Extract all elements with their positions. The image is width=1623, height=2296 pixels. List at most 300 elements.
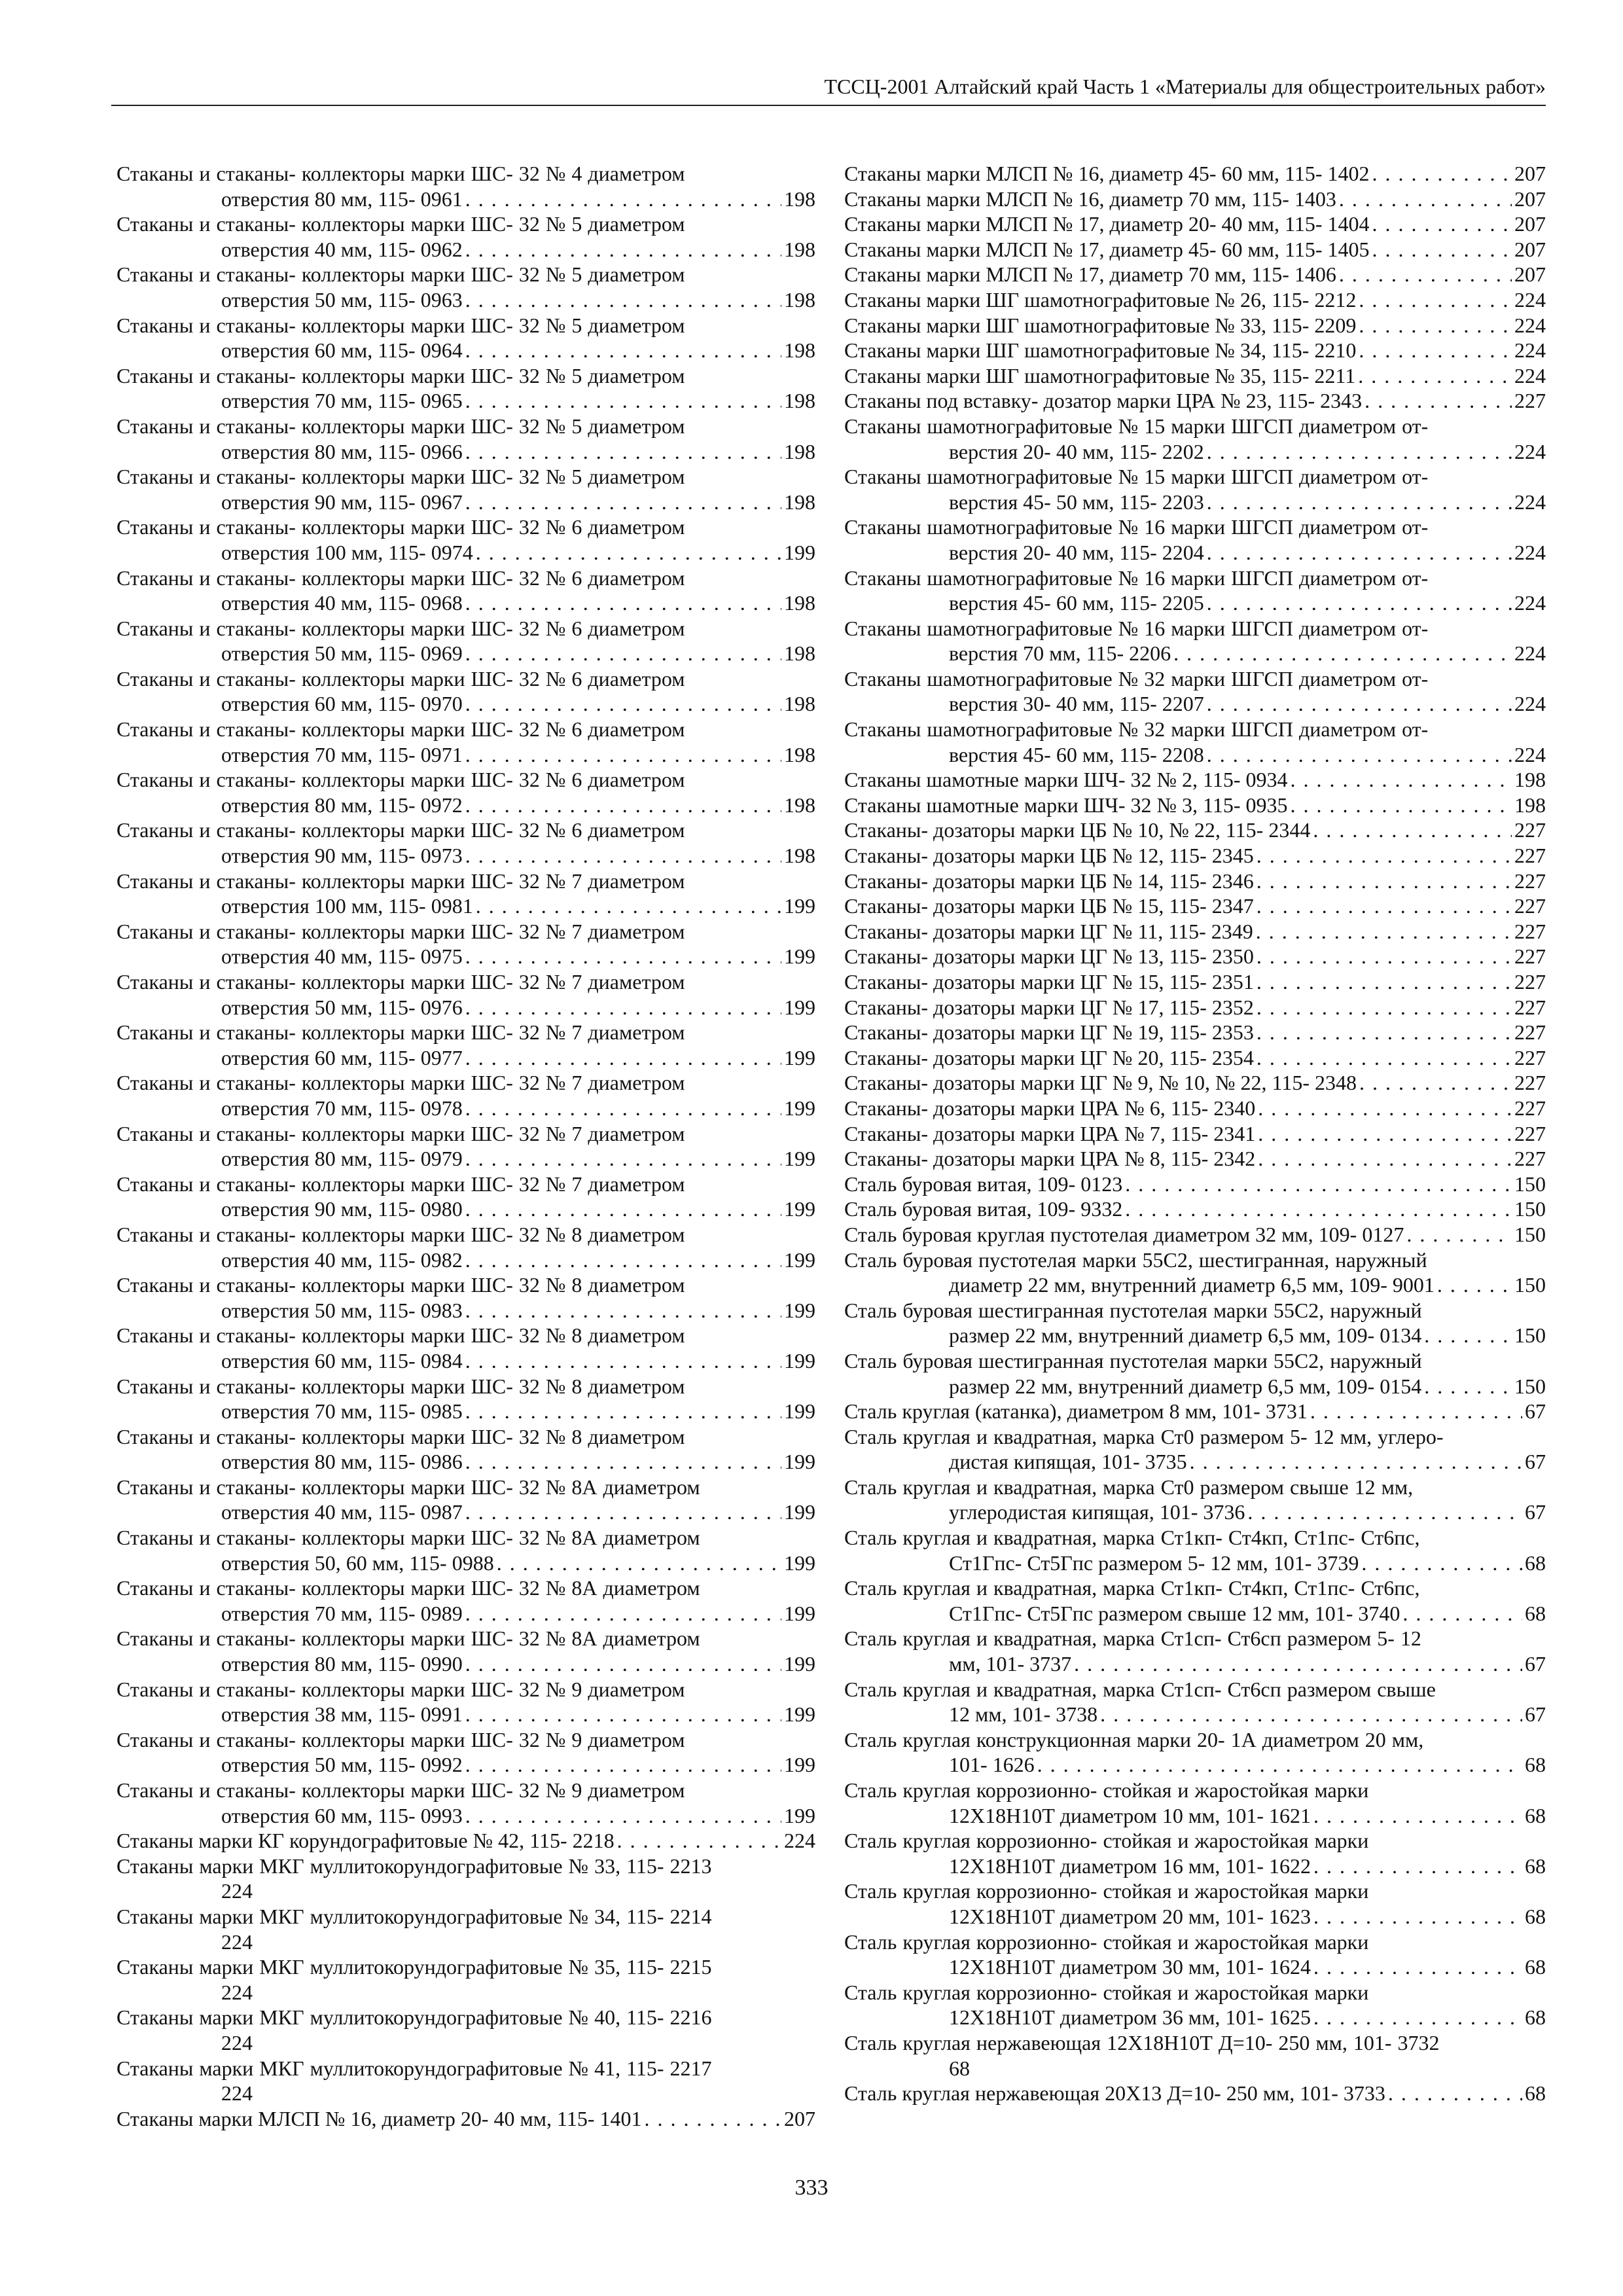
index-entry-page: 68 bbox=[1525, 1904, 1546, 1928]
index-entry-page: 68 bbox=[1525, 2081, 1546, 2106]
index-entry-text: Стаканы- дозаторы марки ЦБ № 10, № 22, 115- 2344 bbox=[844, 818, 1311, 842]
index-entry bbox=[116, 843, 815, 869]
index-entry-page: 224 bbox=[1514, 692, 1546, 716]
index-entry bbox=[844, 2005, 1546, 2030]
dot-leader bbox=[465, 944, 781, 969]
index-entry-text: Стаканы марки МЛСП № 17, диаметр 70 мм, 115- 1406 bbox=[844, 262, 1336, 287]
index-entry-page: 224 bbox=[1514, 287, 1546, 312]
index-entry-text: Стаканы и стаканы- коллекторы марки ШС- 32 № 8 диаметром bbox=[116, 1273, 685, 1297]
index-entry-page: 198 bbox=[784, 389, 815, 413]
dot-leader bbox=[1291, 793, 1512, 818]
dot-leader bbox=[465, 1803, 781, 1829]
index-entry-page: 68 bbox=[1525, 1753, 1546, 1777]
index-entry-page: 199 bbox=[784, 1045, 815, 1069]
index-entry-page: 224 bbox=[1514, 313, 1546, 337]
dot-leader bbox=[1207, 742, 1512, 768]
dot-leader bbox=[465, 490, 781, 515]
index-entry-page: 227 bbox=[1514, 844, 1546, 868]
index-entry-page: 198 bbox=[784, 742, 815, 766]
index-entry bbox=[844, 1070, 1546, 1096]
index-entry-text: Сталь буровая шестигранная пустотелая марки 55С2, наружный bbox=[844, 1348, 1422, 1372]
index-entry-text: верстия 70 мм, 115- 2206 bbox=[949, 641, 1171, 666]
index-entry bbox=[844, 1196, 1546, 1222]
index-entry-text: Стаканы марки МКГ муллитокорундографитовые № 33, 115- 2213 bbox=[116, 1854, 712, 1878]
dot-leader bbox=[1207, 490, 1512, 515]
index-entry-page: 199 bbox=[784, 1298, 815, 1322]
index-column-left bbox=[116, 161, 815, 2131]
index-entry-text: Стаканы шамотнографитовые № 15 марки ШГСП диаметром от- bbox=[844, 414, 1429, 438]
index-entry-text: Сталь круглая нержавеющая 20Х13 Д=10- 250 мм, 101- 3733 bbox=[844, 2081, 1385, 2106]
index-entry-page: 207 bbox=[1514, 262, 1546, 287]
index-entry-text: Стаканы и стаканы- коллекторы марки ШС- 32 № 8А диаметром bbox=[116, 1475, 700, 1499]
dot-leader bbox=[1207, 540, 1512, 565]
index-entry-text: Стаканы марки ШГ шамотнографитовые № 35, 115- 2211 bbox=[844, 363, 1356, 387]
dot-leader bbox=[1207, 439, 1512, 465]
index-entry-text: верстия 45- 60 мм, 115- 2208 bbox=[949, 742, 1204, 766]
dot-leader bbox=[1207, 590, 1512, 616]
dot-leader bbox=[465, 1045, 781, 1071]
index-entry-text: Стаканы и стаканы- коллекторы марки ШС- 32 № 8А диаметром bbox=[116, 1576, 700, 1600]
dot-leader bbox=[1258, 1121, 1512, 1147]
index-entry bbox=[116, 1499, 815, 1525]
index-entry-page: 67 bbox=[1525, 1702, 1546, 1727]
index-entry-page: 224 bbox=[221, 1929, 253, 1954]
index-entry-page: 199 bbox=[784, 540, 815, 564]
index-entry-page: 227 bbox=[1514, 1045, 1546, 1069]
index-entry-page: 150 bbox=[1514, 1273, 1546, 1297]
index-entry-text: Стаканы и стаканы- коллекторы марки ШС- 32 № 7 диаметром bbox=[116, 869, 685, 893]
dot-leader bbox=[1372, 237, 1512, 262]
index-entry-text: отверстия 90 мм, 115- 0973 bbox=[221, 844, 463, 868]
index-entry-text: Сталь круглая нержавеющая 12Х18Н10Т Д=10- 250 мм, 101- 3732 bbox=[844, 2030, 1440, 2054]
index-entry-text: Стаканы и стаканы- коллекторы марки ШС- 32 № 9 диаметром bbox=[116, 1677, 685, 1701]
index-entry bbox=[844, 1323, 1546, 1348]
index-entry-page: 68 bbox=[949, 2056, 970, 2080]
index-entry-text: Сталь буровая пустотелая марки 55С2, шестигранная, наружный bbox=[844, 1247, 1427, 1272]
index-entry-page: 199 bbox=[784, 1753, 815, 1777]
index-entry-page: 67 bbox=[1525, 1450, 1546, 1474]
index-entry-text: Стаканы марки МКГ муллитокорундографитовые № 41, 115- 2217 bbox=[116, 2056, 712, 2080]
index-entry bbox=[116, 793, 815, 818]
index-entry bbox=[844, 161, 1546, 187]
index-entry-text: Стаканы и стаканы- коллекторы марки ШС- 32 № 6 диаметром bbox=[116, 768, 685, 792]
dot-leader bbox=[465, 995, 781, 1020]
dot-leader bbox=[465, 1449, 781, 1475]
index-entry-text: Стаканы и стаканы- коллекторы марки ШС- 32 № 6 диаметром bbox=[116, 666, 685, 691]
dot-leader bbox=[1037, 1752, 1522, 1778]
dot-leader bbox=[1358, 363, 1512, 389]
index-entry bbox=[844, 1222, 1546, 1247]
index-entry-text: отверстия 80 мм, 115- 0961 bbox=[221, 187, 463, 211]
index-entry bbox=[116, 439, 815, 465]
index-entry-text: отверстия 50 мм, 115- 0969 bbox=[221, 641, 463, 666]
index-entry bbox=[116, 1449, 815, 1475]
index-entry-text: 101- 1626 bbox=[949, 1753, 1035, 1777]
dot-leader bbox=[1190, 1449, 1522, 1475]
index-entry bbox=[116, 287, 815, 313]
index-entry-text: верстия 20- 40 мм, 115- 2202 bbox=[949, 439, 1204, 463]
index-entry-page: 224 bbox=[1514, 338, 1546, 363]
dot-leader bbox=[1257, 995, 1512, 1020]
index-column-right bbox=[844, 161, 1546, 2106]
dot-leader bbox=[1313, 1954, 1522, 1980]
dot-leader bbox=[465, 1298, 781, 1323]
index-entry bbox=[844, 641, 1546, 666]
index-entry-page: 199 bbox=[784, 894, 815, 918]
index-entry bbox=[116, 1803, 815, 1829]
dot-leader bbox=[465, 1096, 781, 1121]
index-entry-text: Сталь буровая круглая пустотелая диаметром 32 мм, 109- 0127 bbox=[844, 1222, 1404, 1246]
index-entry bbox=[844, 590, 1546, 616]
dot-leader bbox=[465, 338, 781, 363]
index-entry-text: мм, 101- 3737 bbox=[949, 1652, 1072, 1676]
index-entry-text: Стаканы шамотнографитовые № 32 марки ШГСП диаметром от- bbox=[844, 666, 1429, 691]
index-entry-text: Сталь буровая витая, 109- 0123 bbox=[844, 1172, 1123, 1196]
dot-leader bbox=[465, 439, 781, 465]
index-entry bbox=[844, 767, 1546, 793]
index-entry-page: 224 bbox=[1514, 363, 1546, 387]
index-entry-text: Стаканы шамотнографитовые № 15 марки ШГСП диаметром от- bbox=[844, 465, 1429, 489]
index-entry-text: Стаканы и стаканы- коллекторы марки ШС- 32 № 6 диаметром bbox=[116, 717, 685, 742]
index-entry bbox=[116, 187, 815, 212]
index-entry-text: Стаканы- дозаторы марки ЦГ № 17, 115- 2352 bbox=[844, 995, 1254, 1019]
dot-leader bbox=[1388, 2081, 1522, 2106]
dot-leader bbox=[1313, 1904, 1522, 1929]
index-entry bbox=[116, 1399, 815, 1424]
index-entry-text: отверстия 40 мм, 115- 0968 bbox=[221, 591, 463, 615]
dot-leader bbox=[1074, 1651, 1522, 1677]
index-entry-text: 12Х18Н10Т диаметром 10 мм, 101- 1621 bbox=[949, 1803, 1311, 1827]
index-entry-text: Стаканы- дозаторы марки ЦБ № 14, 115- 2346 bbox=[844, 869, 1254, 893]
index-entry-page: 67 bbox=[1525, 1500, 1546, 1524]
dot-leader bbox=[465, 1196, 781, 1222]
dot-leader bbox=[465, 1348, 781, 1374]
dot-leader bbox=[1100, 1702, 1522, 1727]
index-entry-page: 67 bbox=[1525, 1399, 1546, 1424]
index-entry-page: 227 bbox=[1514, 1121, 1546, 1145]
index-entry-page: 224 bbox=[221, 1879, 253, 1903]
dot-leader bbox=[1257, 843, 1512, 869]
index-entry bbox=[844, 1374, 1546, 1399]
index-entry bbox=[844, 1020, 1546, 1045]
index-entry-page: 227 bbox=[1514, 389, 1546, 413]
index-entry bbox=[844, 843, 1546, 869]
index-entry bbox=[844, 1651, 1546, 1677]
index-entry-text: Стаканы и стаканы- коллекторы марки ШС- 32 № 5 диаметром bbox=[116, 262, 685, 287]
index-entry bbox=[116, 490, 815, 515]
index-entry-text: Стаканы- дозаторы марки ЦРА № 8, 115- 2342 bbox=[844, 1147, 1256, 1171]
dot-leader bbox=[465, 691, 781, 717]
index-entry-text: Стаканы марки МЛСП № 16, диаметр 20- 40 мм, 115- 1401 bbox=[116, 2106, 642, 2130]
index-entry-text: отверстия 80 мм, 115- 0966 bbox=[221, 439, 463, 463]
index-entry-page: 224 bbox=[221, 2030, 253, 2054]
index-entry-text: Стаканы марки ШГ шамотнографитовые № 26, 115- 2212 bbox=[844, 287, 1357, 312]
index-entry-page: 199 bbox=[784, 1096, 815, 1120]
index-entry-text: Стаканы и стаканы- коллекторы марки ШС- 32 № 9 диаметром bbox=[116, 1727, 685, 1751]
index-entry-text: Стаканы- дозаторы марки ЦРА № 6, 115- 2340 bbox=[844, 1096, 1256, 1120]
index-entry-text: Стаканы марки МКГ муллитокорундографитовые № 34, 115- 2214 bbox=[116, 1904, 712, 1928]
index-entry-page: 199 bbox=[784, 1348, 815, 1372]
index-entry-page: 150 bbox=[1514, 1172, 1546, 1196]
index-entry-text: отверстия 38 мм, 115- 0991 bbox=[221, 1702, 463, 1727]
index-entry-page: 199 bbox=[784, 1500, 815, 1524]
index-entry bbox=[116, 893, 815, 919]
index-entry-text: Стаканы шамотнографитовые № 16 марки ШГСП диаметром от- bbox=[844, 616, 1429, 640]
index-entry-text: отверстия 70 мм, 115- 0971 bbox=[221, 742, 463, 766]
index-entry-page: 227 bbox=[1514, 1147, 1546, 1171]
index-entry bbox=[844, 995, 1546, 1020]
index-entry bbox=[116, 1551, 815, 1576]
index-entry bbox=[844, 893, 1546, 919]
index-entry-text: Сталь круглая и квадратная, марка Ст1кп- Ст4кп, Ст1пс- Ст6пс, bbox=[844, 1526, 1420, 1550]
index-entry-text: отверстия 60 мм, 115- 0977 bbox=[221, 1045, 463, 1069]
index-entry-text: Стаканы и стаканы- коллекторы марки ШС- 32 № 4 диаметром bbox=[116, 162, 685, 185]
index-entry-text: отверстия 40 мм, 115- 0975 bbox=[221, 944, 463, 969]
dot-leader bbox=[1402, 1601, 1522, 1626]
index-entry-page: 199 bbox=[784, 1399, 815, 1424]
index-entry-text: Стаканы и стаканы- коллекторы марки ШС- 32 № 5 диаметром bbox=[116, 465, 685, 489]
index-entry-text: Стаканы и стаканы- коллекторы марки ШС- 32 № 9 диаметром bbox=[116, 1778, 685, 1802]
index-entry-text: Стаканы- дозаторы марки ЦГ № 20, 115- 2354 bbox=[844, 1045, 1254, 1069]
index-entry-page: 227 bbox=[1514, 818, 1546, 842]
index-entry-page: 207 bbox=[784, 2106, 815, 2130]
index-entry bbox=[844, 1702, 1546, 1727]
index-entry-text: отверстия 90 мм, 115- 0980 bbox=[221, 1197, 463, 1221]
index-entry-text: Стаканы марки МКГ муллитокорундографитовые № 35, 115- 2215 bbox=[116, 1955, 712, 1979]
index-entry-page: 199 bbox=[784, 944, 815, 969]
index-entry bbox=[844, 691, 1546, 717]
index-entry-text: 12Х18Н10Т диаметром 36 мм, 101- 1625 bbox=[949, 2005, 1311, 2030]
index-entry bbox=[844, 338, 1546, 363]
index-entry bbox=[844, 1172, 1546, 1197]
index-entry-page: 198 bbox=[1514, 768, 1546, 792]
dot-leader bbox=[476, 893, 781, 919]
index-entry-page: 224 bbox=[221, 2081, 253, 2106]
dot-leader bbox=[465, 388, 781, 414]
index-entry-text: Стаканы и стаканы- коллекторы марки ШС- 32 № 6 диаметром bbox=[116, 515, 685, 539]
index-entry-page: 68 bbox=[1525, 1955, 1546, 1979]
dot-leader bbox=[645, 2106, 782, 2132]
dot-leader bbox=[1372, 161, 1512, 187]
index-entry-text: отверстия 70 мм, 115- 0985 bbox=[221, 1399, 463, 1424]
index-entry-text: Стаканы шамотнографитовые № 16 марки ШГСП диаметром от- bbox=[844, 565, 1429, 590]
index-entry-text: Стаканы марки МЛСП № 17, диаметр 20- 40 мм, 115- 1404 bbox=[844, 212, 1370, 236]
index-entry-text: Стаканы- дозаторы марки ЦГ № 13, 115- 2350 bbox=[844, 944, 1254, 969]
index-entry-page: 199 bbox=[784, 1601, 815, 1625]
index-entry-text: отверстия 50 мм, 115- 0992 bbox=[221, 1753, 463, 1777]
index-entry-text: Стаканы шамотнографитовые № 32 марки ШГСП диаметром от- bbox=[844, 717, 1429, 742]
index-entry-text: Стаканы под вставку- дозатор марки ЦРА № 23, 115- 2343 bbox=[844, 389, 1363, 413]
index-entry-page: 207 bbox=[1514, 162, 1546, 185]
index-entry bbox=[844, 793, 1546, 818]
index-entry-page: 198 bbox=[784, 692, 815, 716]
dot-leader bbox=[465, 641, 781, 666]
index-entry bbox=[844, 1399, 1546, 1424]
index-entry-text: отверстия 60 мм, 115- 0993 bbox=[221, 1803, 463, 1827]
dot-leader bbox=[1257, 944, 1512, 969]
running-header: ТССЦ-2001 Алтайский край Часть 1 «Материалы для общестроительных работ» bbox=[824, 75, 1546, 98]
index-entry-page: 227 bbox=[1514, 1020, 1546, 1045]
index-entry bbox=[116, 742, 815, 768]
dot-leader bbox=[1406, 1222, 1512, 1247]
index-entry-text: Сталь круглая и квадратная, марка Ст1кп- Ст4кп, Ст1пс- Ст6пс, bbox=[844, 1576, 1420, 1600]
index-entry-text: Стаканы и стаканы- коллекторы марки ШС- 32 № 8 диаметром bbox=[116, 1424, 685, 1448]
dot-leader bbox=[1257, 869, 1512, 894]
dot-leader bbox=[497, 1551, 781, 1576]
index-entry-page: 227 bbox=[1514, 1071, 1546, 1095]
dot-leader bbox=[1256, 919, 1512, 944]
index-entry-text: Сталь буровая витая, 109- 9332 bbox=[844, 1197, 1123, 1221]
dot-leader bbox=[465, 1499, 781, 1525]
index-entry bbox=[844, 919, 1546, 944]
index-entry-text: отверстия 80 мм, 115- 0979 bbox=[221, 1147, 463, 1171]
dot-leader bbox=[1310, 1399, 1522, 1424]
index-entry-text: Сталь круглая коррозионно- стойкая и жаростойкая марки bbox=[844, 1829, 1369, 1853]
index-entry-text: Стаканы и стаканы- коллекторы марки ШС- 32 № 6 диаметром bbox=[116, 616, 685, 640]
index-entry bbox=[844, 1272, 1546, 1298]
index-entry bbox=[844, 1752, 1546, 1778]
index-entry bbox=[116, 237, 815, 262]
index-entry-text: 12Х18Н10Т диаметром 30 мм, 101- 1624 bbox=[949, 1955, 1311, 1979]
index-entry-text: Стаканы и стаканы- коллекторы марки ШС- 32 № 5 диаметром bbox=[116, 212, 685, 236]
index-entry bbox=[116, 1348, 815, 1374]
index-entry-page: 227 bbox=[1514, 1096, 1546, 1120]
index-entry-page: 227 bbox=[1514, 894, 1546, 918]
index-entry-page: 150 bbox=[1514, 1323, 1546, 1348]
index-entry bbox=[844, 313, 1546, 338]
index-entry bbox=[844, 388, 1546, 414]
index-entry-page: 68 bbox=[1525, 1854, 1546, 1878]
page-number: 333 bbox=[794, 2176, 829, 2200]
dot-leader bbox=[465, 742, 781, 768]
index-entry-text: Стаканы и стаканы- коллекторы марки ШС- 32 № 8 диаметром bbox=[116, 1374, 685, 1398]
index-entry-text: Стаканы- дозаторы марки ЦБ № 15, 115- 2347 bbox=[844, 894, 1254, 918]
index-entry-page: 198 bbox=[784, 338, 815, 363]
index-entry-page: 199 bbox=[784, 1702, 815, 1727]
index-entry-page: 198 bbox=[784, 591, 815, 615]
index-entry bbox=[844, 1854, 1546, 1879]
index-entry-page: 224 bbox=[1514, 742, 1546, 766]
index-entry-page: 224 bbox=[1514, 540, 1546, 564]
index-entry-text: Сталь буровая шестигранная пустотелая марки 55С2, наружный bbox=[844, 1298, 1422, 1322]
index-entry-text: Стаканы и стаканы- коллекторы марки ШС- 32 № 8А диаметром bbox=[116, 1626, 700, 1651]
index-entry bbox=[116, 590, 815, 616]
dot-leader bbox=[1313, 1803, 1522, 1829]
index-entry-text: верстия 30- 40 мм, 115- 2207 bbox=[949, 692, 1204, 716]
index-entry-text: Сталь круглая коррозионно- стойкая и жаростойкая марки bbox=[844, 1778, 1369, 1802]
index-entry-page: 207 bbox=[1514, 237, 1546, 261]
index-entry-page: 199 bbox=[784, 1147, 815, 1171]
index-entry-page: 150 bbox=[1514, 1374, 1546, 1398]
index-entry-page: 199 bbox=[784, 995, 815, 1019]
index-entry-text: Стаканы и стаканы- коллекторы марки ШС- 32 № 8 диаметром bbox=[116, 1222, 685, 1246]
dot-leader bbox=[1339, 262, 1512, 287]
dot-leader bbox=[1291, 767, 1512, 793]
index-entry-page: 207 bbox=[1514, 187, 1546, 211]
index-entry-page: 198 bbox=[784, 287, 815, 312]
dot-leader bbox=[1247, 1499, 1522, 1525]
index-entry-text: отверстия 70 мм, 115- 0989 bbox=[221, 1601, 463, 1625]
index-entry bbox=[116, 691, 815, 717]
index-entry bbox=[116, 1045, 815, 1071]
index-entry-page: 68 bbox=[1525, 1803, 1546, 1827]
dot-leader bbox=[1313, 817, 1512, 843]
dot-leader bbox=[465, 843, 781, 869]
index-entry bbox=[844, 1601, 1546, 1626]
index-entry-page: 198 bbox=[784, 641, 815, 666]
index-entry-page: 198 bbox=[784, 793, 815, 817]
index-entry-text: Сталь круглая и квадратная, марка Ст0 размером 5- 12 мм, углеро- bbox=[844, 1424, 1444, 1448]
index-entry-text: Сталь круглая коррозионно- стойкая и жаростойкая марки bbox=[844, 1929, 1369, 1954]
index-entry-text: Стаканы- дозаторы марки ЦГ № 15, 115- 2351 bbox=[844, 970, 1254, 994]
index-entry bbox=[844, 187, 1546, 212]
index-entry-page: 68 bbox=[1525, 1601, 1546, 1625]
index-entry bbox=[844, 262, 1546, 287]
index-entry-text: Стаканы шамотные марки ШЧ- 32 № 2, 115- 0934 bbox=[844, 768, 1288, 792]
dot-leader bbox=[465, 1651, 781, 1677]
index-entry-page: 199 bbox=[784, 1803, 815, 1827]
index-entry-page: 198 bbox=[1514, 793, 1546, 817]
index-entry bbox=[844, 540, 1546, 565]
index-entry-text: отверстия 50, 60 мм, 115- 0988 bbox=[221, 1551, 494, 1575]
index-entry-text: отверстия 70 мм, 115- 0978 bbox=[221, 1096, 463, 1120]
index-entry bbox=[844, 363, 1546, 389]
index-entry-page: 224 bbox=[1514, 641, 1546, 666]
index-entry-text: Стаканы марки КГ корундографитовые № 42, 115- 2218 bbox=[116, 1829, 615, 1853]
index-entry-page: 224 bbox=[784, 1829, 815, 1853]
index-entry bbox=[844, 1146, 1546, 1172]
index-entry-page: 198 bbox=[784, 237, 815, 261]
index-entry-text: отверстия 80 мм, 115- 0986 bbox=[221, 1450, 463, 1474]
index-entry-page: 150 bbox=[1514, 1197, 1546, 1221]
index-entry bbox=[116, 1828, 815, 1854]
index-entry-page: 224 bbox=[221, 1980, 253, 2004]
dot-leader bbox=[1437, 1272, 1512, 1298]
index-entry bbox=[116, 338, 815, 363]
index-entry-text: Стаканы и стаканы- коллекторы марки ШС- 32 № 7 диаметром bbox=[116, 1020, 685, 1045]
index-entry-page: 68 bbox=[1525, 1551, 1546, 1575]
dot-leader bbox=[476, 540, 781, 565]
index-entry bbox=[116, 1247, 815, 1273]
index-entry bbox=[844, 742, 1546, 768]
index-entry bbox=[116, 1146, 815, 1172]
index-entry-text: Ст1Гпс- Ст5Гпс размером свыше 12 мм, 101- 3740 bbox=[949, 1601, 1400, 1625]
index-entry-page: 227 bbox=[1514, 970, 1546, 994]
index-entry bbox=[844, 287, 1546, 313]
index-entry-text: верстия 45- 60 мм, 115- 2205 bbox=[949, 591, 1204, 615]
index-entry-text: Сталь круглая и квадратная, марка Ст1сп- Ст6сп размером 5- 12 bbox=[844, 1626, 1421, 1651]
index-entry bbox=[116, 1096, 815, 1121]
dot-leader bbox=[465, 1247, 781, 1273]
index-entry-text: отверстия 60 мм, 115- 0984 bbox=[221, 1348, 463, 1372]
index-entry bbox=[844, 944, 1546, 969]
dot-leader bbox=[1424, 1323, 1512, 1348]
index-entry bbox=[116, 995, 815, 1020]
index-entry bbox=[844, 1449, 1546, 1475]
index-entry-text: Стаканы марки ШГ шамотнографитовые № 33, 115- 2209 bbox=[844, 313, 1357, 337]
index-entry-text: Стаканы- дозаторы марки ЦГ № 11, 115- 2349 bbox=[844, 919, 1253, 943]
index-entry-text: Стаканы и стаканы- коллекторы марки ШС- 32 № 8 диаметром bbox=[116, 1323, 685, 1348]
dot-leader bbox=[1257, 1045, 1512, 1071]
index-entry bbox=[844, 1551, 1546, 1576]
index-entry-text: отверстия 80 мм, 115- 0990 bbox=[221, 1652, 463, 1676]
index-entry-page: 224 bbox=[1514, 490, 1546, 514]
dot-leader bbox=[1258, 1096, 1512, 1121]
dot-leader bbox=[465, 287, 781, 313]
dot-leader bbox=[1372, 211, 1512, 237]
index-entry bbox=[844, 211, 1546, 237]
index-entry-text: Стаканы марки МЛСП № 16, диаметр 70 мм, 115- 1403 bbox=[844, 187, 1336, 211]
